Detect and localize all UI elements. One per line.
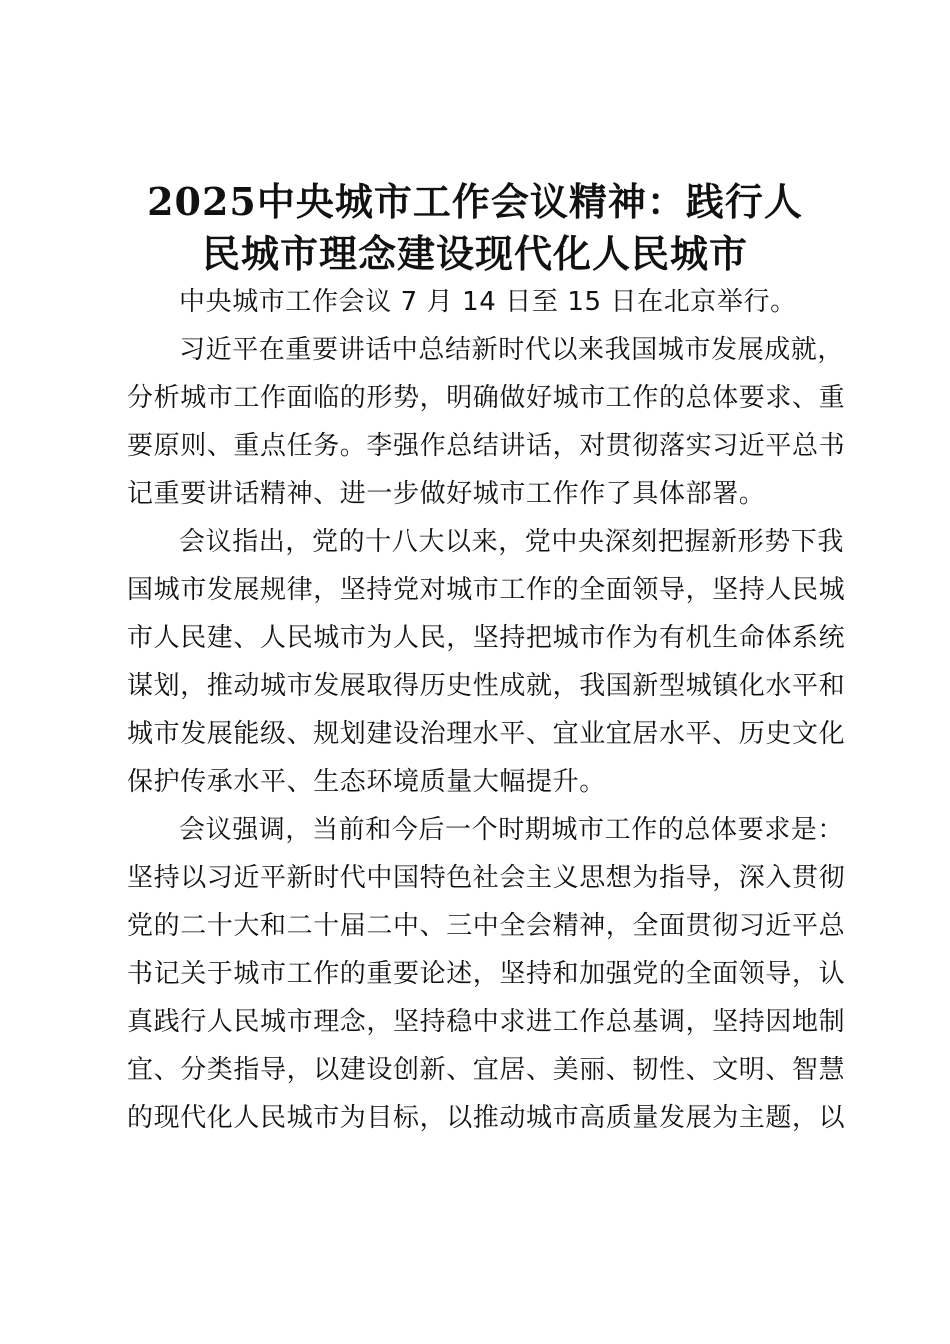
document-title (110, 176, 840, 280)
paragraph-line: 书记关于城市工作的重要论述，坚持和加强党的全面领导，认 (127, 959, 846, 989)
paragraph-line: 真践行人民城市理念，坚持稳中求进工作总基调，坚持因地制 (127, 1007, 846, 1037)
paragraph-3 (127, 518, 846, 806)
paragraph-line: 习近平在重要讲话中总结新时代以来我国城市发展成就， (179, 335, 845, 365)
paragraph-line: 宜、分类指导，以建设创新、宜居、美丽、韧性、文明、智慧 (127, 1055, 846, 1085)
paragraph-line: 市人民建、人民城市为人民，坚持把城市作为有机生命体系统 (127, 623, 846, 653)
paragraph-line: 城市发展能级、规划建设治理水平、宜业宜居水平、历史文化 (127, 719, 846, 749)
paragraph-line: 中央城市工作会议 7 月 14 日至 15 日在北京举行。 (179, 287, 797, 317)
paragraph-line: 坚持以习近平新时代中国特色社会主义思想为指导，深入贯彻 (127, 863, 846, 893)
paragraph-line: 会议强调，当前和今后一个时期城市工作的总体要求是： (179, 815, 845, 845)
paragraph-line: 分析城市工作面临的形势，明确做好城市工作的总体要求、重 (127, 383, 846, 413)
paragraph-line: 谋划，推动城市发展取得历史性成就，我国新型城镇化水平和 (127, 671, 846, 701)
paragraph-line: 党的二十大和二十届二中、三中全会精神，全面贯彻习近平总 (127, 911, 846, 941)
paragraph-line: 会议指出，党的十八大以来，党中央深刻把握新形势下我 (179, 527, 845, 557)
paragraph-2 (127, 326, 846, 518)
paragraph-line: 国城市发展规律，坚持党对城市工作的全面领导，坚持人民城 (127, 575, 846, 605)
document-body (127, 278, 846, 1142)
paragraph-1 (127, 278, 833, 326)
paragraph-4 (127, 806, 846, 1142)
title-line-1: 2025中央城市工作会议精神：践行人 (147, 179, 803, 224)
paragraph-line: 的现代化人民城市为目标，以推动城市高质量发展为主题，以 (127, 1103, 846, 1133)
title-line-2: 民城市理念建设现代化人民城市 (201, 231, 748, 276)
paragraph-line: 保护传承水平、生态环境质量大幅提升。 (127, 767, 606, 797)
paragraph-line: 要原则、重点任务。李强作总结讲话，对贯彻落实习近平总书 (127, 431, 846, 461)
paragraph-line: 记重要讲话精神、进一步做好城市工作作了具体部署。 (127, 479, 766, 509)
